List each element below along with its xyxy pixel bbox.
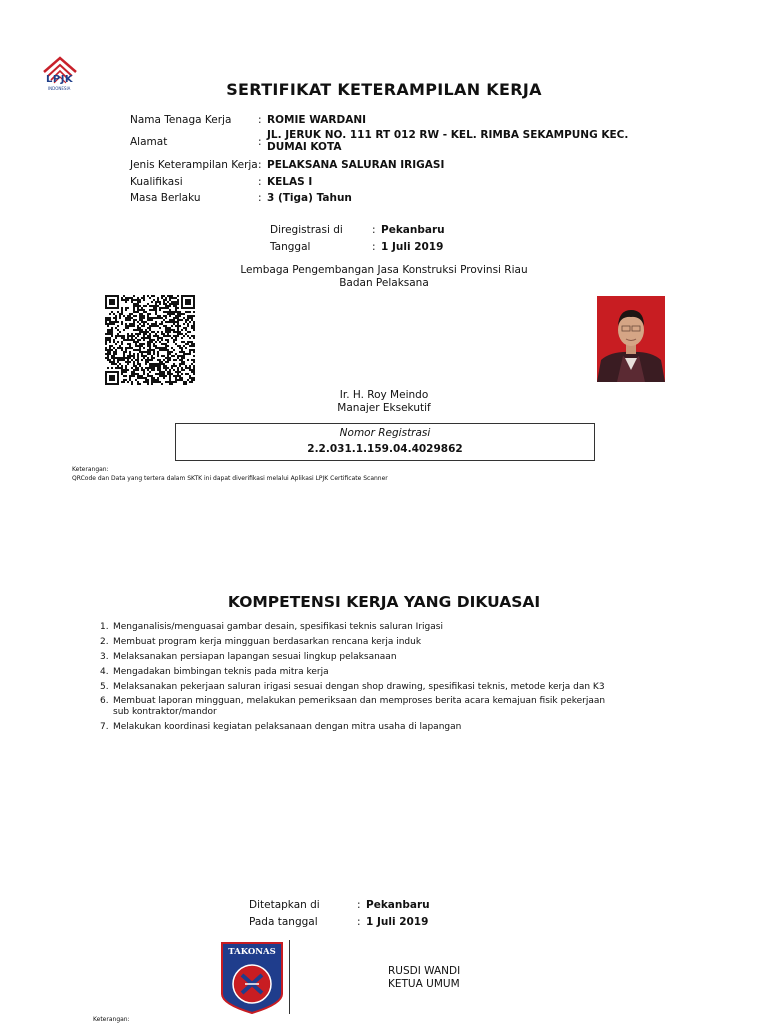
- registration-date-label: Tanggal: [270, 241, 311, 253]
- signatory-name: Ir. H. Roy Meindo: [339, 389, 429, 401]
- registration-number-value: 2.2.031.1.159.04.4029862: [307, 443, 463, 455]
- logo-text: LPJK: [46, 74, 74, 85]
- registration-place-value: Pekanbaru: [381, 224, 445, 236]
- registration-place-label: Diregistrasi di: [270, 224, 343, 236]
- institution-line2: Badan Pelaksana: [339, 277, 429, 289]
- field-value: JL. JERUK NO. 111 RT 012 RW - KEL. RIMBA SEKAMPUNG KEC. DUMAI KOTA: [267, 129, 629, 153]
- qr-code-icon: [105, 295, 195, 385]
- field-label: Kualifikasi: [130, 176, 183, 188]
- takonas-badge-icon: [221, 942, 283, 1014]
- footer-title: KETUA UMUM: [388, 978, 460, 990]
- field-label: Masa Berlaku: [130, 192, 201, 204]
- footer-date-label: Pada tanggal: [249, 916, 318, 928]
- logo-subtext: INDONESIA: [48, 86, 71, 91]
- registration-date-value: 1 Juli 2019: [381, 241, 444, 253]
- competence-title: KOMPETENSI KERJA YANG DIKUASAI: [227, 593, 541, 611]
- registration-number-box: [175, 423, 595, 461]
- footer-note-label: Keterangan:: [93, 1016, 130, 1023]
- footer-place-label: Ditetapkan di: [249, 899, 320, 911]
- field-label: Nama Tenaga Kerja: [130, 114, 232, 126]
- institution-line1: Lembaga Pengembangan Jasa Konstruksi Provinsi Riau: [240, 264, 528, 276]
- field-label: Jenis Keterampilan Kerja: [130, 159, 258, 171]
- footer-date-value: 1 Juli 2019: [366, 916, 429, 928]
- note-label: Keterangan:: [72, 466, 109, 473]
- field-value: KELAS I: [267, 176, 313, 188]
- badge-text: TAKONAS: [228, 947, 276, 957]
- portrait-photo: [597, 296, 665, 382]
- signatory-title: Manajer Eksekutif: [337, 402, 431, 414]
- field-label: Alamat: [130, 136, 168, 148]
- footer-place-value: Pekanbaru: [366, 899, 430, 911]
- footer-name: RUSDI WANDI: [388, 965, 461, 977]
- field-value: 3 (Tiga) Tahun: [267, 192, 352, 204]
- field-value: ROMIE WARDANI: [267, 114, 367, 126]
- certificate-title: SERTIFIKAT KETERAMPILAN KERJA: [226, 80, 542, 99]
- note-text: QRCode dan Data yang tertera dalam SKTK ini dapat diverifikasi melalui Aplikasi LPJK Certificate Scanner: [72, 475, 388, 482]
- field-value: PELAKSANA SALURAN IRIGASI: [267, 159, 445, 171]
- divider: [289, 940, 290, 1014]
- registration-number-label: Nomor Registrasi: [339, 427, 431, 439]
